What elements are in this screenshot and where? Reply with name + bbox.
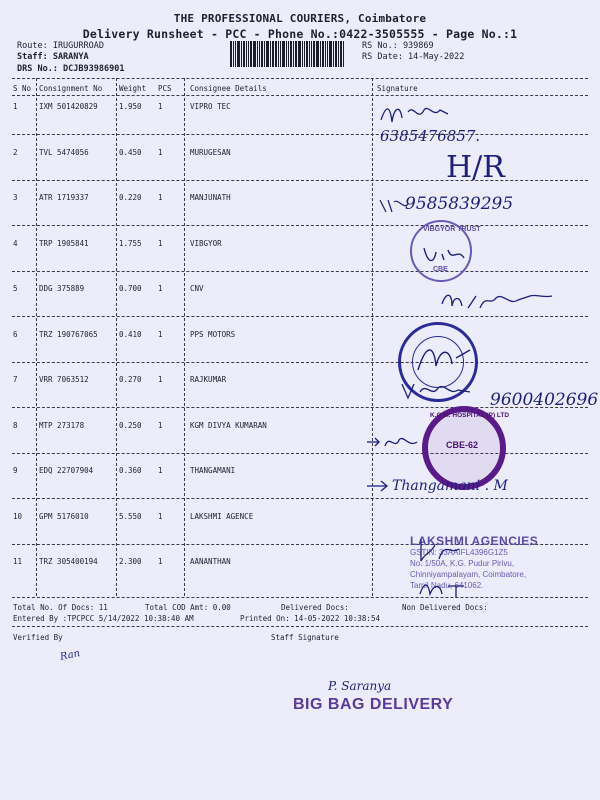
printed-on: Printed On: 14-05-2022 10:38:54 [240, 614, 380, 623]
row-consignment-no: TRZ 190767065 [39, 330, 98, 339]
col-header-signature: Signature [377, 84, 418, 93]
barcode-bar [290, 41, 292, 67]
barcode-bar [340, 41, 342, 67]
row-pcs: 1 [158, 239, 163, 248]
barcode-bar [243, 41, 245, 67]
row-consignment-no: IXM 501420829 [39, 102, 98, 111]
barcode-bar [275, 41, 277, 67]
row-divider [12, 271, 588, 272]
barcode-bar [230, 41, 232, 67]
divider [12, 95, 588, 96]
col-header-weight: Weight [119, 84, 147, 93]
barcode-bar [286, 41, 287, 67]
verified-by-signature: Ran [59, 648, 82, 663]
vibgyor-stamp-top: VIBGYOR TRUST [423, 226, 481, 233]
row-consignment-no: ATR 1719337 [39, 193, 89, 202]
row-sno: 5 [13, 284, 18, 293]
row-consignment-no: EDQ 22707904 [39, 466, 94, 475]
barcode [230, 41, 352, 67]
barcode-bar [282, 41, 285, 67]
row-consignment-no: TRZ 305400194 [39, 557, 98, 566]
row-consignee: MANJUNATH [190, 193, 231, 202]
row-pcs: 1 [158, 330, 163, 339]
barcode-bar [261, 41, 263, 67]
col-header-consignment: Consignment No [39, 84, 103, 93]
sig3-phone: 9585839295 [405, 194, 514, 214]
lakshmi-stamp-address3: Tamil Nadu, 641062. [410, 581, 484, 590]
row-consignment-no: TRP 1905841 [39, 239, 89, 248]
lakshmi-stamp-address2: Chinniyampalayam, Coimbatore, [410, 570, 527, 579]
barcode-bar [306, 41, 308, 67]
barcode-bar [250, 41, 252, 67]
barcode-bar [280, 41, 281, 67]
row-consignee: KGM DIVYA KUMARAN [190, 421, 267, 430]
row-consignee: PPS MOTORS [190, 330, 236, 339]
barcode-bar [322, 41, 324, 67]
row-pcs: 1 [158, 466, 163, 475]
row-weight: 0.360 [119, 466, 142, 475]
signature-row-8 [365, 430, 425, 454]
barcode-bar [298, 41, 301, 67]
non-delivered-docs: Non Delivered Docs: [402, 603, 488, 612]
row-pcs: 1 [158, 375, 163, 384]
total-docs: Total No. Of Docs: 11 [13, 603, 108, 612]
barcode-bar [309, 41, 310, 67]
signature-row-7 [398, 380, 478, 404]
row-divider [12, 134, 588, 135]
barcode-bar [278, 41, 279, 67]
barcode-bar [320, 41, 321, 67]
row-pcs: 1 [158, 193, 163, 202]
barcode-bar [257, 41, 258, 67]
barcode-bar [329, 41, 332, 67]
staff-signature-label: Staff Signature [271, 633, 339, 642]
delivered-docs: Delivered Docs: [281, 603, 349, 612]
sig7-phone: 9600402696 [490, 390, 599, 410]
rs-number: RS No.: 939869 [362, 41, 434, 51]
barcode-bar [259, 41, 260, 67]
barcode-bar [272, 41, 274, 67]
barcode-bar [293, 41, 294, 67]
rs-date: RS Date: 14-May-2022 [362, 52, 465, 62]
divider [12, 597, 588, 598]
row-consignment-no: DDG 375889 [39, 284, 85, 293]
row-consignee: LAKSHMI AGENCE [190, 512, 254, 521]
barcode-bar [248, 41, 249, 67]
row-divider [12, 362, 588, 363]
row-weight: 0.410 [119, 330, 142, 339]
row-pcs: 1 [158, 557, 163, 566]
column-separator [184, 78, 185, 596]
barcode-bar [316, 41, 319, 67]
signature-row-10 [415, 535, 475, 565]
row-consignee: VIPRO TEC [190, 102, 231, 111]
row-consignment-no: GPM 5176010 [39, 512, 89, 521]
barcode-bar [327, 41, 328, 67]
big-bag-delivery-stamp: BIG BAG DELIVERY [293, 696, 454, 713]
signature-row-4 [420, 244, 470, 266]
row-pcs: 1 [158, 148, 163, 157]
column-separator [36, 78, 37, 596]
sig1-phone: 6385476857. [380, 127, 481, 145]
lakshmi-stamp-title: LAKSHMI AGENCIES [410, 534, 539, 548]
row-consignment-no: MTP 273178 [39, 421, 85, 430]
arrow-row-9 [365, 478, 395, 494]
barcode-bar [295, 41, 297, 67]
row-pcs: 1 [158, 512, 163, 521]
barcode-bar [264, 41, 265, 67]
runsheet-title: Delivery Runsheet - PCC - Phone No.:0422-3505555 - Page No.:1 [82, 27, 518, 41]
route-label: Route: IRUGURROAD [17, 41, 104, 51]
barcode-bar [235, 41, 236, 67]
row-weight: 2.300 [119, 557, 142, 566]
lakshmi-stamp-gstin: GSTIN: 33AAIFL4396G1Z5 [410, 548, 508, 557]
row-consignee: THANGAMANI [190, 466, 236, 475]
col-header-sno: S No [13, 84, 32, 93]
barcode-bar [241, 41, 242, 67]
column-separator [372, 78, 373, 596]
barcode-bar [343, 41, 344, 67]
row-pcs: 1 [158, 421, 163, 430]
row-sno: 11 [13, 557, 23, 566]
lakshmi-stamp-address1: No. 1/50A, K.G. Pudur Pirivu, [410, 559, 515, 568]
row-weight: 0.220 [119, 193, 142, 202]
row-weight: 0.250 [119, 421, 142, 430]
barcode-bar [325, 41, 326, 67]
row-sno: 6 [13, 330, 18, 339]
barcode-bar [253, 41, 256, 67]
row-sno: 9 [13, 466, 18, 475]
total-cod: Total COD Amt: 0.00 [145, 603, 231, 612]
row-sno: 3 [13, 193, 18, 202]
row-sno: 7 [13, 375, 18, 384]
barcode-bar [288, 41, 289, 67]
divider [12, 626, 588, 627]
barcode-bar [266, 41, 269, 67]
row-divider [12, 225, 588, 226]
staff-signature: P. Saranya [328, 679, 392, 693]
signature-row-1 [378, 100, 468, 130]
row-pcs: 1 [158, 102, 163, 111]
col-header-consignee: Consignee Details [190, 84, 267, 93]
signature-row-6 [410, 340, 480, 380]
row-weight: 0.450 [119, 148, 142, 157]
row-weight: 5.550 [119, 512, 142, 521]
row-weight: 1.950 [119, 102, 142, 111]
company-title: THE PROFESSIONAL COURIERS, Coimbatore [173, 12, 427, 25]
row-sno: 4 [13, 239, 18, 248]
barcode-bar [311, 41, 312, 67]
row-consignee: AANANTHAN [190, 557, 231, 566]
barcode-bar [270, 41, 271, 67]
kgm-stamp-center: CBE-62 [446, 440, 479, 450]
barcode-bar [246, 41, 247, 67]
row-sno: 2 [13, 148, 18, 157]
barcode-bar [237, 41, 240, 67]
row-consignment-no: VRR 7063512 [39, 375, 89, 384]
staff-label: Staff: SARANYA [17, 52, 89, 62]
row-divider [12, 498, 588, 499]
barcode-bar [304, 41, 305, 67]
verified-by-label: Verified By [13, 633, 63, 642]
row-consignee: RAJKUMAR [190, 375, 227, 384]
sig9-name: Thangamani . M [392, 478, 508, 494]
barcode-bar [233, 41, 234, 67]
barcode-bar [302, 41, 303, 67]
kgm-stamp-top: K.G.M. HOSPITAL (P) LTD [430, 412, 510, 419]
row-consignee: VIBGYOR [190, 239, 222, 248]
sig2-mark: H/R [446, 150, 505, 185]
row-sno: 8 [13, 421, 18, 430]
col-header-pcs: PCS [158, 84, 172, 93]
drs-number: DRS No.: DCJB93986901 [17, 64, 125, 74]
signature-row-5 [440, 290, 560, 320]
column-separator [116, 78, 117, 596]
row-consignee: MURUGESAN [190, 148, 231, 157]
row-sno: 1 [13, 102, 18, 111]
row-consignment-no: TVL 5474056 [39, 148, 89, 157]
row-consignee: CNV [190, 284, 204, 293]
entered-by: Entered By :TPCPCC 5/14/2022 10:38:40 AM [13, 614, 194, 623]
row-sno: 10 [13, 512, 23, 521]
barcode-bar [335, 41, 337, 67]
barcode-bar [313, 41, 315, 67]
row-pcs: 1 [158, 284, 163, 293]
divider [12, 78, 588, 79]
row-weight: 1.755 [119, 239, 142, 248]
row-weight: 0.270 [119, 375, 142, 384]
row-weight: 0.700 [119, 284, 142, 293]
vibgyor-stamp-bottom: CBE [433, 266, 448, 273]
barcode-bar [338, 41, 339, 67]
barcode-bar [333, 41, 334, 67]
